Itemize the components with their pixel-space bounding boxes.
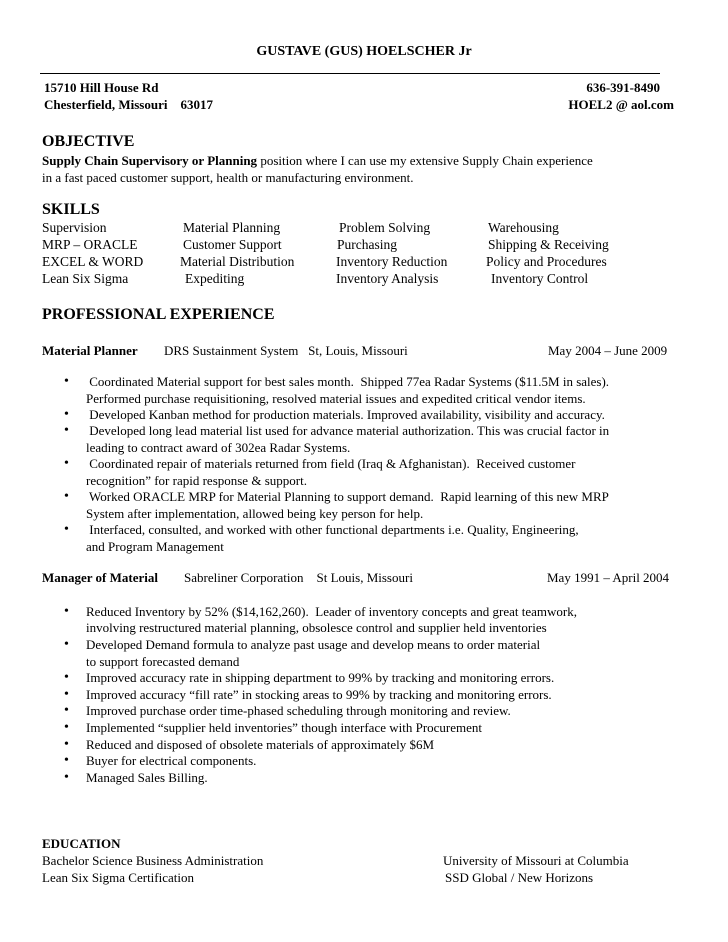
job-company: Sabreliner Corporation St Louis, Missouri <box>184 570 413 585</box>
job-bullet-line: Developed Kanban method for production materials. Improved availability, visibility and accuracy. <box>86 407 605 422</box>
bullet-dot: • <box>64 604 69 619</box>
job-bullet-line: Reduced Inventory by 52% ($14,162,260). Leader of inventory concepts and great teamwork, <box>86 604 577 619</box>
job-title: Material Planner <box>42 343 138 358</box>
objective-line-1-rest: position where I can use my extensive Supply Chain experience <box>257 153 593 168</box>
bullet-dot: • <box>64 423 69 438</box>
education-degree: Lean Six Sigma Certification <box>42 870 194 885</box>
bullet-dot: • <box>64 374 69 389</box>
skill-item: Shipping & Receiving <box>488 237 609 252</box>
skill-item: MRP – ORACLE <box>42 237 138 252</box>
bullet-dot: • <box>64 489 69 504</box>
skills-heading: SKILLS <box>42 201 100 218</box>
job-bullet-line: Managed Sales Billing. <box>86 770 208 785</box>
job-bullet-line: Performed purchase requisitioning, resolved material issues and expedited critical vendor items. <box>86 391 586 406</box>
skill-item: Customer Support <box>183 237 282 252</box>
job-bullet-line: leading to contract award of 302ea Radar Systems. <box>86 440 351 455</box>
job-bullet-line: Developed long lead material list used for advance material authorization. This was crucial factor in <box>86 423 610 438</box>
job-bullet-line: Improved accuracy “fill rate” in stocking areas to 99% by tracking and monitoring errors. <box>86 687 552 702</box>
bullet-dot: • <box>64 703 69 718</box>
skill-item: Warehousing <box>488 220 559 235</box>
job-bullet-line: Coordinated Material support for best sales month. Shipped 77ea Radar Systems ($11.5M in sales). <box>86 374 610 389</box>
job-bullet-line: Coordinated repair of materials returned from field (Iraq & Afghanistan). Received customer <box>86 456 576 471</box>
address-line-1: 15710 Hill House Rd <box>44 80 159 95</box>
objective-heading: OBJECTIVE <box>42 133 135 150</box>
objective-bold-lead: Supply Chain Supervisory or Planning <box>42 153 258 168</box>
job-bullet-line: Improved accuracy rate in shipping department to 99% by tracking and monitoring errors. <box>86 670 555 685</box>
bullet-dot: • <box>64 687 69 702</box>
objective-line-2: in a fast paced customer support, health or manufacturing environment. <box>42 170 414 185</box>
skill-item: Material Planning <box>183 220 281 235</box>
bullet-dot: • <box>64 770 69 785</box>
job-bullet-line: involving restructured material planning, obsolesce control and supplier held inventories <box>86 620 547 635</box>
bullet-dot: • <box>64 522 69 537</box>
job-bullet-line: Worked ORACLE MRP for Material Planning to support demand. Rapid learning of this new MRP <box>86 489 609 504</box>
skill-item: Policy and Procedures <box>486 254 607 269</box>
skill-item: EXCEL & WORD <box>42 254 144 269</box>
email-address: HOEL2 @ aol.com <box>568 97 674 112</box>
job-bullet-line: recognition” for rapid response & support. <box>86 473 307 488</box>
education-heading: EDUCATION <box>42 836 121 851</box>
job-bullet-line: System after implementation, allowed being key person for help. <box>86 506 424 521</box>
address-line-2: Chesterfield, Missouri 63017 <box>44 97 213 112</box>
job-bullet-line: Reduced and disposed of obsolete materials of approximately $6M <box>86 737 435 752</box>
bullet-dot: • <box>64 456 69 471</box>
job-bullet-line: Developed Demand formula to analyze past usage and develop means to order material <box>86 637 541 652</box>
bullet-dot: • <box>64 737 69 752</box>
job-bullet-line: Improved purchase order time-phased scheduling through monitoring and review. <box>86 703 511 718</box>
skill-item: Lean Six Sigma <box>42 271 129 286</box>
experience-heading: PROFESSIONAL EXPERIENCE <box>42 306 275 323</box>
education-institution: University of Missouri at Columbia <box>443 853 629 868</box>
skill-item: Inventory Analysis <box>336 271 439 286</box>
job-title: Manager of Material <box>42 570 158 585</box>
job-bullet-line: and Program Management <box>86 539 224 554</box>
job-dates: May 1991 – April 2004 <box>547 570 670 585</box>
objective-line-1 <box>42 153 593 169</box>
skill-item: Inventory Reduction <box>336 254 448 269</box>
bullet-dot: • <box>64 753 69 768</box>
resume-name: GUSTAVE (GUS) HOELSCHER Jr <box>256 44 472 59</box>
header-divider <box>40 73 660 74</box>
phone-number: 636-391-8490 <box>586 80 660 95</box>
skill-item: Material Distribution <box>180 254 295 269</box>
job-company: DRS Sustainment System St, Louis, Missouri <box>164 343 408 358</box>
job-bullet-line: Buyer for electrical components. <box>86 753 257 768</box>
job-bullet-line: Implemented “supplier held inventories” though interface with Procurement <box>86 720 483 735</box>
skill-item: Expediting <box>185 271 245 286</box>
skill-item: Purchasing <box>337 237 397 252</box>
job-bullet-line: to support forecasted demand <box>86 654 240 669</box>
bullet-dot: • <box>64 720 69 735</box>
education-institution: SSD Global / New Horizons <box>445 870 594 885</box>
bullet-dot: • <box>64 670 69 685</box>
skill-item: Inventory Control <box>491 271 589 286</box>
skill-item: Supervision <box>42 220 107 235</box>
job-bullet-line: Interfaced, consulted, and worked with other functional departments i.e. Quality, Engineering, <box>86 522 579 537</box>
education-degree: Bachelor Science Business Administration <box>42 853 264 868</box>
bullet-dot: • <box>64 637 69 652</box>
bullet-dot: • <box>64 407 69 422</box>
skill-item: Problem Solving <box>339 220 431 235</box>
job-dates: May 2004 – June 2009 <box>548 343 668 358</box>
